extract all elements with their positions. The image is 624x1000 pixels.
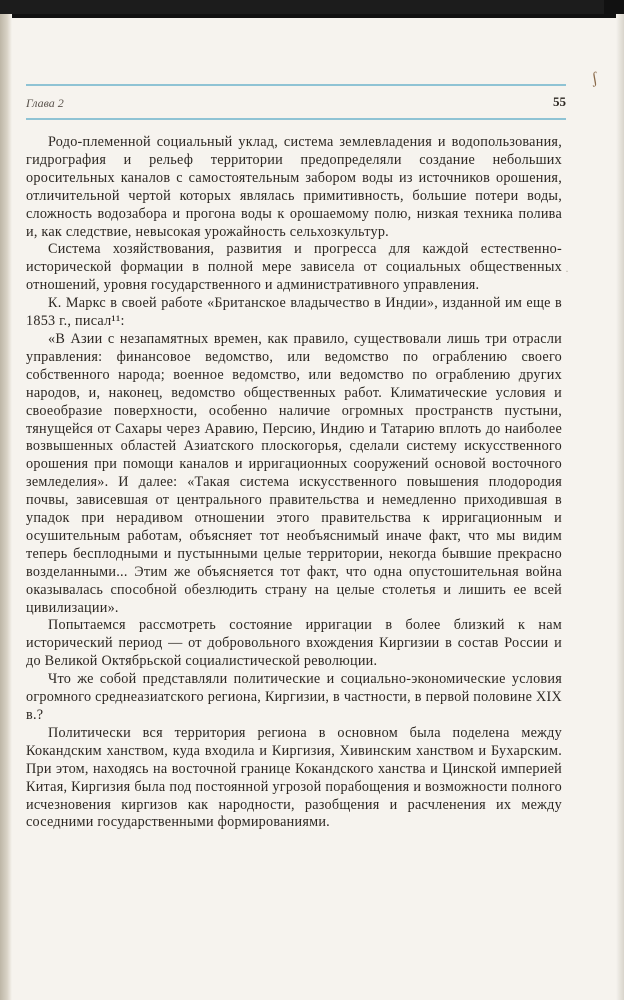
page-edge bbox=[616, 14, 624, 1000]
paragraph: Родо-племенной социальный уклад, система землевладения и водопользования, гидрография и рельеф территории предопределяли создание небольших оросительных каналов с самостоятельным забором воды из источников орошения, отличительной чертой которых являлась примитивность, большие потери воды, сложность водозабора и прогона воды к орошаемому полю, низкая техника полива и, как следствие, невысокая урожайность сельхозкультур. bbox=[26, 134, 562, 240]
paragraph: К. Маркс в своей работе «Британское владычество в Индии», изданной им еще в 1853 г., писал¹¹: bbox=[26, 295, 562, 330]
ink-dot: · bbox=[565, 264, 569, 278]
chapter-label: Глава 2 bbox=[26, 96, 64, 110]
paragraph: Попытаемся рассмотреть состояние ирригации в более близкий к нам исторический период — от добровольного вхождения Киргизии в состав России и до Великой Октябрьской социалистической революции. bbox=[26, 617, 562, 670]
page-number: 55 bbox=[553, 94, 566, 109]
quote-paragraph: «В Азии с незапамятных времен, как правило, существовали лишь три отрасли управления: финансовое ведомство, или ведомство по ограблению своего собственного народа; военное ведомство, или ведомство по ограблению других народов, и, наконец, ведомство общественных работ. Климатические условия и своеобразие поверхности, особенно наличие огромных пространств пустыни, тянущейся от Сахары через Аравию, Персию, Индию и Татарию вплоть до наиболее возвышенных областей Азиатского плоскогорья, сделали систему искусственного орошения при помощи каналов и ирригационных сооружений основой восточного земледелия». И далее: «Такая система искусственного повышения плодородия почвы, зависевшая от центрального правительства и немедленно приходившая в упадок при нерадивом отношении этого правительства к ирригационным и осушительным работам, объясняет тот необъяснимый иначе факт, что мы видим теперь бесплодными и пустынными целые территории, некогда бывшие прекрасно возделанными... Этим же объясняется тот факт, что одна опустошительная война оказывалась способной обезлюдить страну на целые столетья и лишить ее всей цивилизации». bbox=[26, 330, 562, 616]
paragraph: Политически вся территория региона в основном была поделена между Кокандским ханством, куда входила и Киргизия, Хивинским ханством и Бухарским. При этом, находясь на восточной границе Кокандского ханства и Цинской империей Китая, Киргизия была под постоянной угрозой порабощения и возможности полного исчезновения киргизов как народности, разобщения и расчленения их между соседними государственными формированиями. bbox=[26, 724, 562, 831]
header-rule-bottom bbox=[26, 118, 566, 120]
book-spine-shadow bbox=[0, 14, 12, 1000]
pencil-mark: ʃ bbox=[590, 69, 599, 88]
running-header bbox=[26, 94, 566, 114]
paragraph: Система хозяйствования, развития и прогресса для каждой естественно-исторической формации в полной мере зависела от социальных общественных отношений, уровня государственного и административного управления. bbox=[26, 241, 562, 294]
book-page bbox=[20, 84, 576, 984]
scan-top-border bbox=[0, 0, 624, 18]
header-rule-top bbox=[26, 84, 566, 86]
body-text bbox=[26, 134, 562, 832]
paragraph: Что же собой представляли политические и социально-экономические условия огромного среднеазиатского региона, Киргизии, в частности, в первой половине XIX в.? bbox=[26, 671, 562, 723]
